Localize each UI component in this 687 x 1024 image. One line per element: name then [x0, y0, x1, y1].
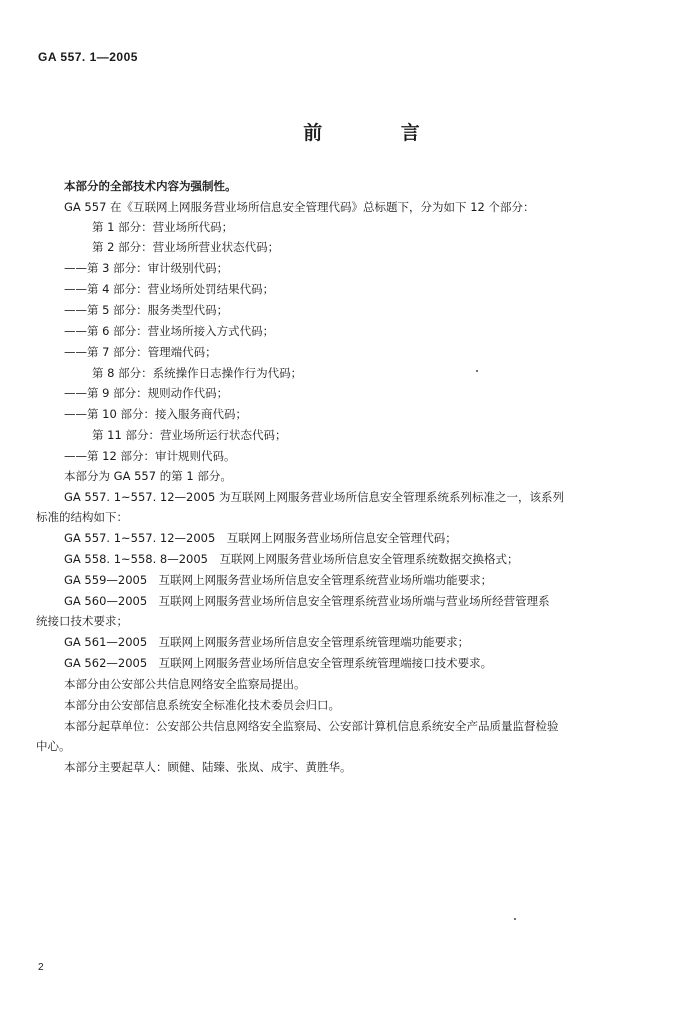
scan-speck	[514, 918, 516, 920]
proposer-statement: 本部分由公安部公共信息网络安全监察局提出。	[64, 677, 306, 691]
series-list-item: GA 562—2005 互联网上网服务营业场所信息安全管理系统管理端接口技术要求。	[64, 656, 493, 670]
series-list-item: GA 560—2005 互联网上网服务营业场所信息安全管理系统营业场所端与营业场所经营管理系	[64, 594, 550, 608]
part-list-item: ——第 5 部分：服务类型代码；	[64, 303, 229, 317]
part-list-item: 第 11 部分：营业场所运行状态代码；	[92, 428, 287, 442]
part-list-item: 第 8 部分：系统操作日志操作行为代码；	[92, 366, 303, 380]
series-intro-line: GA 557. 1~557. 12—2005 为互联网上网服务营业场所信息安全管理系统系列标准之一，该系列	[64, 490, 564, 504]
part-list-item: ——第 6 部分：营业场所接入方式代码；	[64, 324, 275, 338]
part-list-item: ——第 4 部分：营业场所处罚结果代码；	[64, 282, 275, 296]
standard-number: GA 557. 1—2005	[38, 50, 138, 64]
part-list-item: ——第 12 部分：审计规则代码。	[64, 449, 236, 463]
part-statement: 本部分为 GA 557 的第 1 部分。	[64, 469, 232, 483]
administrator-statement: 本部分由公安部信息系统安全标准化技术委员会归口。	[64, 698, 340, 712]
part-list-item: 第 2 部分：营业场所营业状态代码；	[92, 240, 280, 254]
series-list-item: GA 558. 1~558. 8—2005 互联网上网服务营业场所信息安全管理系统数据交换格式；	[64, 552, 519, 566]
part-list-item: ——第 7 部分：管理端代码；	[64, 345, 217, 359]
part-list-item: 第 1 部分：营业场所代码；	[92, 220, 234, 234]
page-number: 2	[38, 962, 44, 973]
drafting-unit-line: 中心。	[36, 739, 71, 753]
scan-speck	[476, 370, 478, 372]
mandatory-statement: 本部分的全部技术内容为强制性。	[64, 179, 237, 193]
intro-paragraph: GA 557 在《互联网上网服务营业场所信息安全管理代码》总标题下，分为如下 12 个部分：	[64, 200, 535, 214]
part-list-item: ——第 9 部分：规则动作代码；	[64, 386, 229, 400]
series-list-item: GA 557. 1~557. 12—2005 互联网上网服务营业场所信息安全管理代码；	[64, 531, 457, 545]
drafters-statement: 本部分主要起草人：顾健、陆臻、张岚、成宇、黄胜华。	[64, 760, 352, 774]
series-list-item: 统接口技术要求；	[36, 614, 128, 628]
series-list-item: GA 559—2005 互联网上网服务营业场所信息安全管理系统营业场所端功能要求；	[64, 573, 493, 587]
series-list-item: GA 561—2005 互联网上网服务营业场所信息安全管理系统管理端功能要求；	[64, 635, 470, 649]
page-title: 前 言	[303, 122, 456, 144]
part-list-item: ——第 3 部分：审计级别代码；	[64, 261, 229, 275]
part-list-item: ——第 10 部分：接入服务商代码；	[64, 407, 247, 421]
drafting-unit-line: 本部分起草单位：公安部公共信息网络安全监察局、公安部计算机信息系统安全产品质量监督检验	[64, 719, 559, 733]
series-intro-line: 标准的结构如下：	[36, 510, 128, 524]
